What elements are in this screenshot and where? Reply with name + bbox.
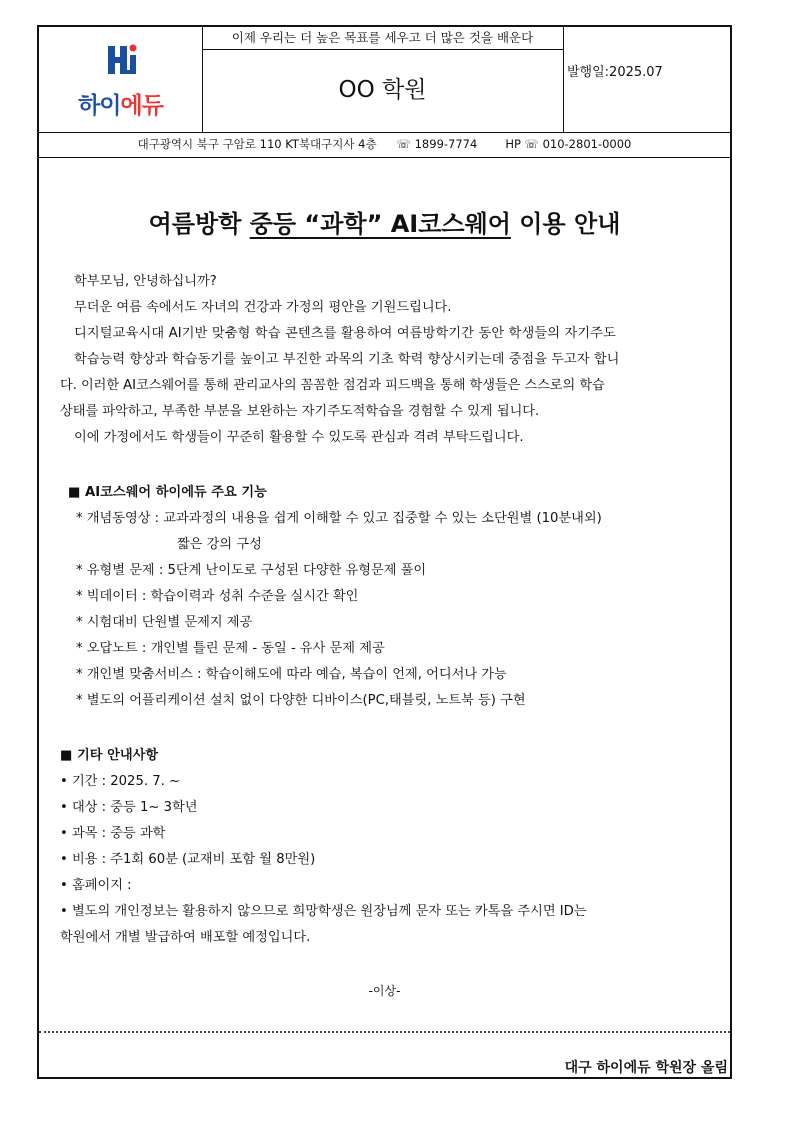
- intro-line: 학부모님, 안녕하십니까?: [74, 274, 217, 289]
- intro-line: 이에 가정에서도 학생들이 꾸준히 활용할 수 있도록 관심과 격려 부탁드립니다.: [74, 430, 524, 445]
- feature-item: * 별도의 어플리케이션 설치 없이 다양한 디바이스(PC,태블릿, 노트북 등) 구현: [76, 693, 526, 708]
- logo: [39, 27, 203, 132]
- academy-name: OO 학원: [202, 49, 564, 132]
- publish-date: 발행일:2025.07: [567, 65, 663, 80]
- other-item: • 비용 : 주1회 60분 (교재비 포함 월 8만원): [60, 852, 316, 867]
- other-heading: ■ 기타 안내사항: [60, 748, 159, 763]
- feature-item: * 개인별 맞춤서비스 : 학습이해도에 따라 예습, 복습이 언제, 어디서나 가능: [76, 667, 507, 682]
- header: [39, 27, 730, 133]
- other-item: • 홈페이지 :: [60, 878, 132, 893]
- intro-line: 학습능력 향상과 학습동기를 높이고 부진한 과목의 기초 학력 향상시키는데 중점을 두고자 합니: [74, 352, 620, 367]
- address-text: 대구광역시 북구 구암로 110 KT북대구지사 4층: [137, 137, 377, 151]
- address-bar: [39, 132, 730, 158]
- other-item: • 기간 : 2025. 7. ~: [60, 774, 181, 789]
- logo-text: 하이에듀: [78, 93, 163, 119]
- phone: ☏ 1899-7774: [396, 137, 478, 151]
- hp-phone: HP ☏ 010-2801-0000: [505, 137, 632, 151]
- page-title: 여름방학 중등 “과학” AI코스웨어 이용 안내: [148, 210, 621, 238]
- feature-item: * 유형별 문제 : 5단계 난이도로 구성된 다양한 유형문제 풀이: [76, 563, 427, 578]
- feature-item: * 오답노트 : 개인별 틀린 문제 - 동일 - 유사 문제 제공: [76, 641, 385, 656]
- closing-mark: -이상-: [368, 984, 401, 998]
- intro-line: 무더운 여름 속에서도 자녀의 건강과 가정의 평안을 기원드립니다.: [74, 300, 452, 315]
- other-item: • 대상 : 중등 1~ 3학년: [60, 800, 198, 815]
- feature-item: * 개념동영상 : 교과과정의 내용을 쉽게 이해할 수 있고 집중할 수 있는 소단원별 (10분내외): [76, 511, 602, 526]
- feature-item-cont: 짧은 강의 구성: [177, 537, 262, 552]
- document-frame: [37, 25, 732, 1079]
- intro-line: 상태를 파악하고, 부족한 부분을 보완하는 자기주도적학습을 경험할 수 있게 됩니다.: [60, 404, 540, 419]
- features-heading: ■ AI코스웨어 하이에듀 주요 기능: [68, 485, 267, 500]
- intro-line: 디지털교육시대 AI기반 맞춤형 학습 콘텐츠를 활용하여 여름방학기간 동안 학생들의 자기주도: [74, 326, 617, 341]
- motto: 이제 우리는 더 높은 목표를 세우고 더 많은 것을 배운다: [202, 27, 564, 50]
- logo-mark-icon: [106, 43, 140, 77]
- signature: 대구 하이에듀 학원장 올림: [564, 1060, 728, 1076]
- feature-item: * 시험대비 단원별 문제지 제공: [76, 615, 253, 630]
- divider: [39, 1031, 730, 1033]
- intro-line: 다. 이러한 AI코스웨어를 통해 관리교사의 꼼꼼한 점검과 피드백을 통해 학생들은 스스로의 학습: [60, 378, 605, 393]
- other-item-cont: 학원에서 개별 발급하여 배포할 예정입니다.: [60, 930, 311, 945]
- other-item: • 과목 : 중등 과학: [60, 826, 166, 841]
- feature-item: * 빅데이터 : 학습이력과 성취 수준을 실시간 확인: [76, 589, 359, 604]
- other-item: • 별도의 개인정보는 활용하지 않으므로 희망학생은 원장님께 문자 또는 카톡을 주시면 ID는: [60, 904, 587, 919]
